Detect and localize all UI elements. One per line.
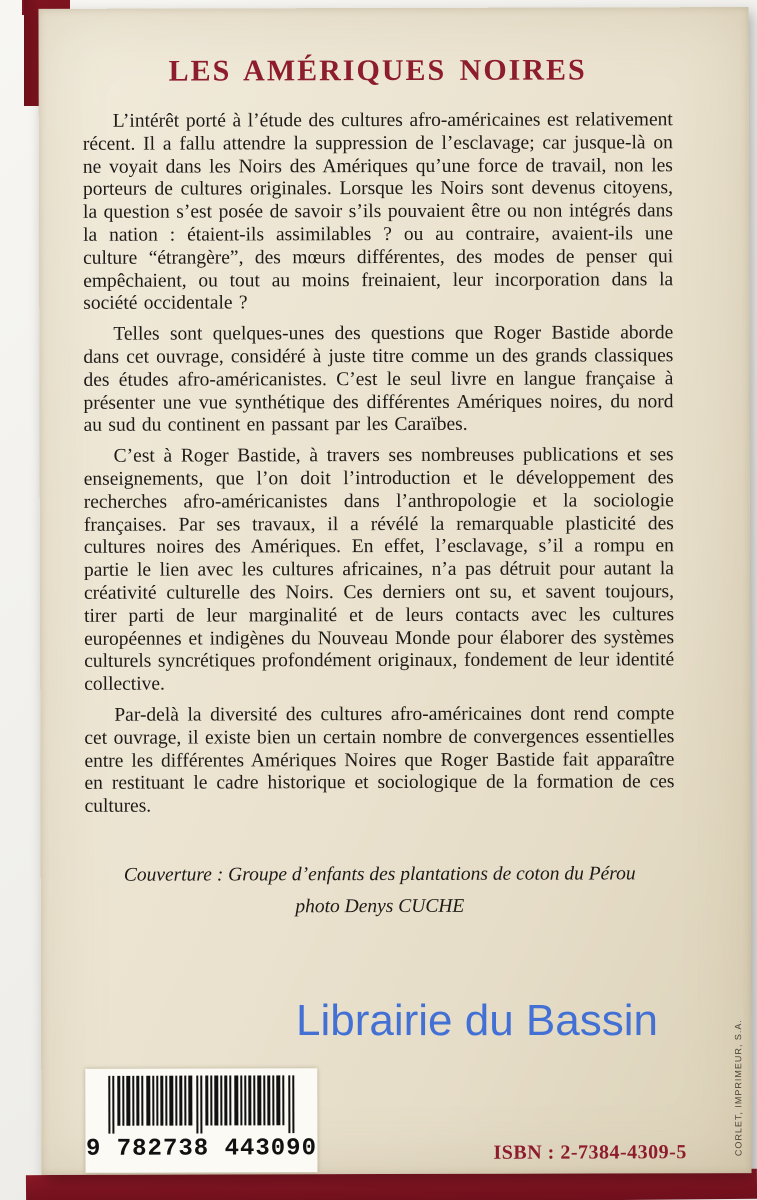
paragraph-4: Par-delà la diversité des cultures afro-américaines dont rend compte cet ouvrage, il existe bien un certain nombre de convergences essentielles entre les différentes Amériques Noires que Roger Bastide fait apparaître en restituant le cadre historique et sociologique de la formation de ces cultures. [84, 703, 675, 817]
cover-credits [85, 859, 675, 923]
barcode-image [106, 1075, 296, 1133]
paragraph-1: L’intérêt porté à l’étude des cultures afro-américaines est relativement récent. Il a fallu attendre la suppression de l’esclavage; car jusque-là on ne voyait dans les Noirs des Amériques qu’une force de travail, non les porteurs de cultures originales. Lorsque les Noirs sont devenus citoyens, la question s’est posée de savoir s’ils pouvaient être ou non intégrés dans la nation : étaient-ils assimilables ? ou au contraire, avaient-ils une culture “étrangère”, des mœurs différentes, des modes de penser qui empêchaient, ou tout au moins freinaient, leur incorporation dans la société occidentale ? [82, 109, 674, 315]
bookseller-watermark: Librairie du Bassin [296, 996, 658, 1045]
barcode-number: 9 782738 443090 [85, 1135, 318, 1163]
paragraph-3: C’est à Roger Bastide, à travers ses nombreuses publications et ses enseignements, que l’on doit l’introduction et le développement des recherches afro-américanistes dans l’anthropologie et la sociologie françaises. Par ses travaux, il a révélé la remarquable plasticité des cultures noires des Amériques. En effet, l’esclavage, s’il a rompu en partie le lien avec les cultures africaines, n’a pas détruit pour autant la créativité culturelle des Noirs. Ces derniers ont su, et savent toujours, tirer parti de leur marginalité et de leurs contacts avec les cultures européennes et indigènes du Nouveau Monde pour élaborer des systèmes culturels syncrétiques profondément originaux, fondement de leur identité collective. [83, 444, 675, 695]
book-title: LES AMÉRIQUES NOIRES [168, 53, 587, 88]
printer-credit: CORLET, IMPRIMEUR, S.A. [733, 1019, 744, 1157]
cover-illustration-credit: Couverture : Groupe d’enfants des plantations de coton du Pérou [123, 863, 636, 886]
barcode-sticker [85, 1068, 317, 1173]
back-cover-text [83, 109, 675, 818]
paragraph-2: Telles sont quelques-unes des questions que Roger Bastide aborde dans cet ouvrage, considéré à juste titre comme un des grands classiques des études afro-américanistes. C’est le seul livre en langue française à présenter une vue synthétique des différentes Amériques noires, du nord au sud du continent en passant par les Caraïbes. [83, 322, 674, 437]
isbn-text: ISBN : 2-7384-4309-5 [493, 1141, 687, 1164]
photo-credit: photo Denys CUCHE [295, 895, 465, 918]
